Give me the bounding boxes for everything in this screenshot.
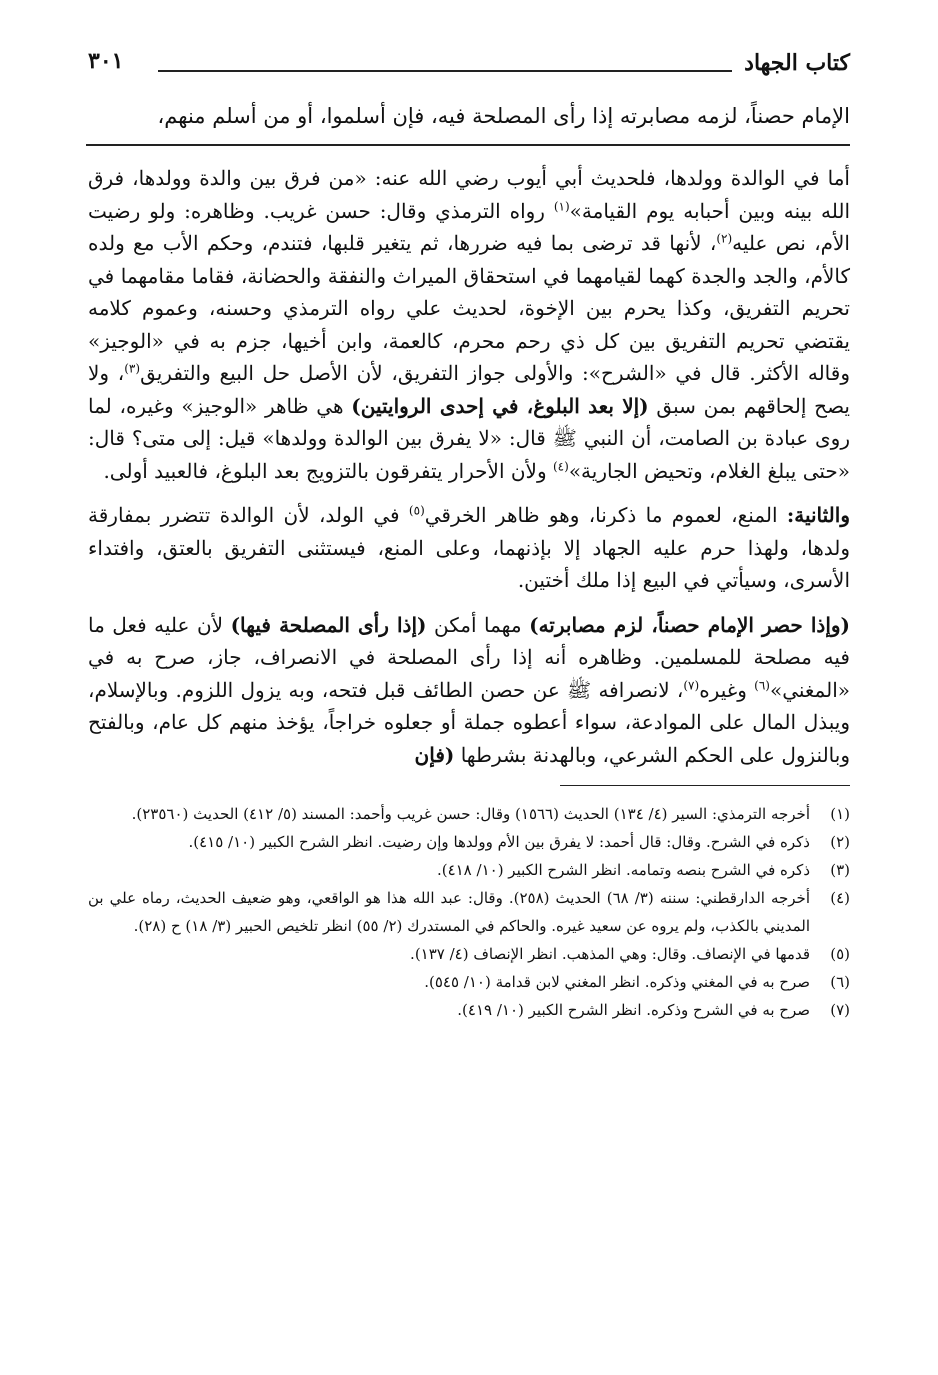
footnote-number: (٤): [830, 889, 850, 907]
carryover-rule: [86, 144, 850, 146]
p1-bold-matn: (إلا بعد البلوغ، في إحدى الروايتين): [351, 393, 649, 418]
footnote: [88, 856, 850, 884]
p1-text-c: ، لأنها قد ترضى بما فيه ضررها، ثم يتغير قلبها، فتندم، وحكم الأب مع ولده كالأم، والجد والجدة كهما لقيامهما في استحقاق الميراث والنفقة والحضانة، فقاما مقامهما في تحريم التفريق، وكذا يحرم بين الإخوة، لحديث علي رواه الترمذي وحسنه، وعموم كلامه يقتضي تحريم التفريق بين كل ذي رحم محرم، كالعمة، وابن أخيها، جزم به في «الوجيز» وقاله الأكثر. قال في «الشرح»: والأولى جواز التفريق، لأن الأصل حل البيع والتفريق: [88, 231, 850, 385]
p1-text-a: أما في الوالدة وولدها، فلحديث أبي أيوب رضي الله عنه: «من فرق بين والدة وولدها، فرق الله بينه وبين أحبابه يوم القيامة»: [88, 166, 851, 223]
footnote-separator: [560, 785, 850, 786]
paragraph-1: [88, 162, 850, 487]
footnote-number: (٦): [830, 973, 850, 991]
p2-text-b: في الولد، لأن الوالدة تتضرر بمفارقة ولدها، ولهذا حرم عليه الجهاد إلا بإذنهما، وعلى المنع، فيستثنى التفريق بالعتق، وافتداء الأسرى، وسيأتي في البيع إذا ملك أختين.: [88, 503, 850, 592]
paragraph-3: [88, 609, 850, 772]
footnote-text: أخرجه الترمذي: السير (٤/ ١٣٤) الحديث (١٥٦٦) وقال: حسن غريب وأحمد: المسند (٥/ ٤١٢) الحديث (٢٣٥٦٠).: [131, 805, 810, 823]
p2-bold-label: والثانية:: [786, 503, 850, 527]
footnote-text: أخرجه الدارقطني: سننه (٣/ ٦٨) الحديث (٢٥٨). وقال: عبد الله هذا هو الواقعي، وهو ضعيف الحديث، رماه علي بن المديني بالكذب، ولم يروه عن سعيد غيره. والحاكم في المستدرك (٢/ ٥٥) انظر تلخيص الحبير (٣/ ١٨) ح (٢٨).: [88, 889, 810, 935]
footnote-ref-6[interactable]: (٦): [754, 677, 770, 692]
p1-text-e: هي ظاهر «الوجيز» وغيره، لما روى عبادة بن الصامت، أن النبي ﷺ قال: «لا يفرق بين الوالدة وولدها» قيل: إلى متى؟ قال: «حتى يبلغ الغلام، وتحيض الجارية»: [88, 393, 850, 483]
footnote-text: ذكره في الشرح بنصه وتمامه. انظر الشرح الكبير (١٠/ ٤١٨).: [436, 861, 810, 879]
running-head: [88, 40, 850, 80]
footnote: [88, 828, 850, 856]
header-rule: [158, 70, 732, 72]
footnote-text: صرح به في المغني وذكره. انظر المغني لابن قدامة (١٠/ ٥٤٥).: [424, 973, 810, 991]
footnotes: [88, 800, 850, 1024]
footnote-number: (٣): [830, 861, 850, 879]
p3-text-d: ، لانصرافه ﷺ عن حصن الطائف قبل فتحه، وبه يزول اللزوم. وبالإسلام، ويبذل المال على الموادعة، سواء أعطوه جملة أو جعلوه خراجاً، يؤخذ منهم كل عام، وبالفتح وبالنزول على الحكم الشرعي، وبالهدنة بشرطها: [88, 677, 850, 767]
footnote-ref-1[interactable]: (١): [553, 198, 570, 213]
book-title: كتاب الجهاد: [744, 50, 850, 76]
footnote-number: (٧): [830, 1001, 850, 1019]
footnote-text: ذكره في الشرح. وقال: قال أحمد: لا يفرق بين الأم وولدها وإن رضيت. انظر الشرح الكبير (١٠/ ٤١٥).: [188, 833, 810, 851]
footnote-ref-7[interactable]: (٧): [683, 677, 700, 692]
footnote-number: (٢): [830, 833, 850, 851]
carryover-text: الإمام حصناً، لزمه مصابرته إذا رأى المصلحة فيه، فإن أسلموا، أو من أسلم منهم،: [157, 104, 850, 128]
p1-text-f: ولأن الأحرار يتفرقون بالتزويج بعد البلوغ، فالعبيد أولى.: [103, 458, 553, 483]
footnote-number: (١): [830, 805, 850, 823]
paragraph-2: [88, 499, 850, 597]
p2-text-a: المنع، لعموم ما ذكرنا، وهو ظاهر الخرقي: [424, 503, 787, 527]
p3-bold-matn-2: (إذا رأى المصلحة فيها): [230, 612, 427, 637]
p3-bold-matn-1: (وإذا حصر الإمام حصناً، لزم مصابرته): [529, 612, 851, 637]
footnote-ref-3[interactable]: (٣): [124, 361, 141, 376]
footnote-ref-4[interactable]: (٤): [552, 458, 569, 473]
p3-text-b: لأن عليه فعل ما فيه مصلحة للمسلمين. وظاهره أنه إذا رأى المصلحة في الانصراف، جاز، صرح به في «المغني»: [88, 612, 850, 702]
footnote-text: قدمها في الإنصاف. وقال: وهي المذهب. انظر الإنصاف (٤/ ١٣٧).: [410, 945, 810, 963]
footnote: [88, 884, 850, 940]
p1-text-d: ، ولا يصح إلحاقهم بمن سبق: [88, 361, 850, 418]
footnote-ref-2[interactable]: (٢): [716, 231, 733, 246]
footnote-text: صرح به في الشرح وذكره. انظر الشرح الكبير (١٠/ ٤١٩).: [457, 1001, 810, 1019]
footnote: [88, 968, 850, 996]
footnote: [88, 940, 850, 968]
footnote-number: (٥): [830, 945, 850, 963]
book-page: [88, 40, 850, 1024]
p3-text-c: وغيره: [699, 677, 755, 702]
p1-text-b: رواه الترمذي وقال: حسن غريب. وظاهره: ولو رضيت الأم، نص عليه: [88, 198, 850, 255]
p3-bold-matn-3: (فإن: [414, 742, 455, 767]
p3-text-a: مهما أمكن: [426, 612, 530, 637]
page-number: ٣٠١: [88, 48, 124, 74]
footnote: [88, 996, 850, 1024]
footnote: [88, 800, 850, 828]
footnote-ref-5[interactable]: (٥): [408, 503, 425, 518]
